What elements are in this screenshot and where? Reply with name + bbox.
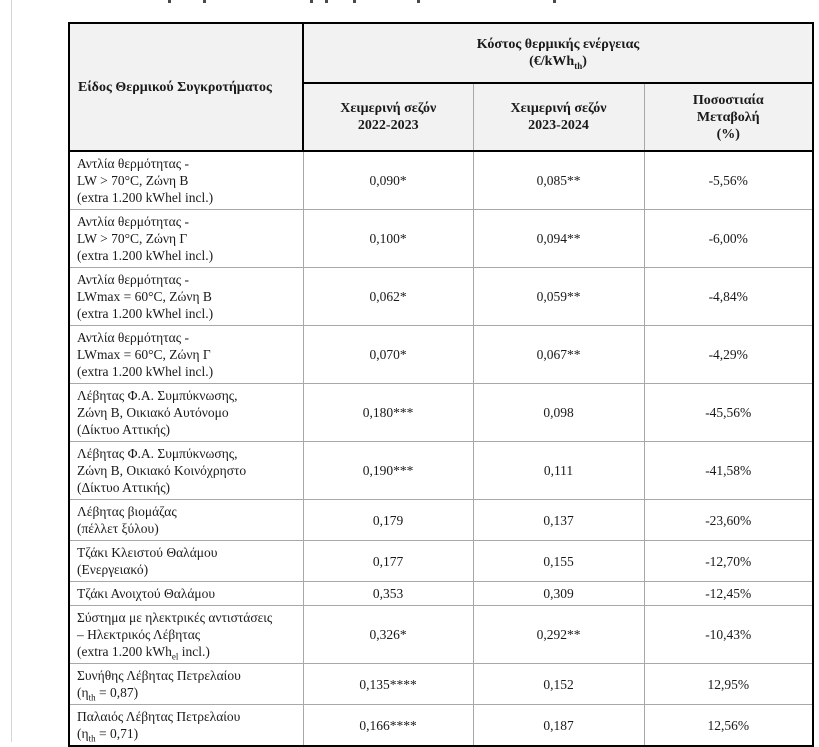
- cost-2022-2023-cell: 0,190***: [303, 442, 473, 500]
- cropped-text-remnant-dot: [203, 0, 206, 3]
- cost-2022-2023-cell: 0,070*: [303, 326, 473, 384]
- cropped-text-remnant-dot: [310, 0, 313, 3]
- system-type-line: Λέβητας Φ.Α. Συμπύκνωσης,: [77, 388, 238, 403]
- table-row: [69, 210, 813, 268]
- system-type-line: Αντλία θερμότητας -: [77, 214, 189, 229]
- percentage-change-cell: -4,29%: [644, 326, 813, 384]
- season-2022-2023-header: [303, 83, 473, 151]
- table-row: [69, 442, 813, 500]
- system-type-line: (extra 1.200 kWhel incl.): [77, 364, 214, 379]
- cost-2022-2023-cell: 0,166****: [303, 705, 473, 747]
- cost-2023-2024-cell: 0,085**: [473, 151, 644, 210]
- system-type-line: Αντλία θερμότητας -: [77, 330, 189, 345]
- system-type-line: Λέβητας βιομάζας: [77, 504, 177, 519]
- system-type-cell: [69, 151, 303, 210]
- season-2023-2024-header: [473, 83, 644, 151]
- system-type-cell: [69, 442, 303, 500]
- table-row: [69, 151, 813, 210]
- cost-2022-2023-cell: 0,135****: [303, 664, 473, 705]
- percentage-change-cell: -4,84%: [644, 268, 813, 326]
- cost-2022-2023-cell: 0,100*: [303, 210, 473, 268]
- cost-table-body: [69, 151, 813, 746]
- cost-2022-2023-cell: 0,090*: [303, 151, 473, 210]
- system-type-line: Παλαιός Λέβητας Πετρελαίου: [77, 709, 241, 724]
- header-row-group: [69, 23, 813, 83]
- cost-2022-2023-cell: 0,353: [303, 582, 473, 606]
- table-row: [69, 541, 813, 582]
- percentage-change-cell: -23,60%: [644, 500, 813, 541]
- group-header-line1: Κόστος θερμικής ενέργειας: [476, 37, 640, 52]
- system-type-cell: [69, 500, 303, 541]
- cost-2022-2023-cell: 0,179: [303, 500, 473, 541]
- system-type-line: (Ενεργειακό): [77, 562, 149, 577]
- percentage-change-cell: 12,95%: [644, 664, 813, 705]
- table-header: [69, 23, 813, 151]
- header-line: Ποσοστιαία: [692, 92, 764, 108]
- table-row: [69, 582, 813, 606]
- table-row: [69, 500, 813, 541]
- system-type-cell: [69, 606, 303, 664]
- cost-2023-2024-cell: 0,094**: [473, 210, 644, 268]
- system-type-line: Λέβητας Φ.Α. Συμπύκνωσης,: [77, 446, 238, 461]
- system-type-line: LWmax = 60°C, Ζώνη Β: [77, 289, 212, 304]
- cost-2022-2023-cell: 0,062*: [303, 268, 473, 326]
- system-type-line: (extra 1.200 kWhel incl.): [77, 248, 214, 263]
- system-type-line: Ζώνη Β, Οικιακό Κοινόχρηστο: [77, 463, 247, 478]
- table-row: [69, 384, 813, 442]
- percentage-change-cell: -5,56%: [644, 151, 813, 210]
- percentage-change-cell: -12,45%: [644, 582, 813, 606]
- page-margin-line: [11, 0, 12, 742]
- system-type-cell: [69, 210, 303, 268]
- cost-2023-2024-cell: 0,309: [473, 582, 644, 606]
- header-line: (%): [716, 126, 740, 142]
- system-type-line: – Ηλεκτρικός Λέβητας: [77, 627, 201, 642]
- system-type-line: LWmax = 60°C, Ζώνη Γ: [77, 347, 211, 362]
- header-line: 2023-2024: [528, 118, 589, 133]
- percentage-change-cell: -41,58%: [644, 442, 813, 500]
- cropped-text-remnant: [0, 0, 819, 4]
- system-type-line: Τζάκι Ανοιχτού Θαλάμου: [77, 586, 216, 601]
- system-type-line: Συνήθης Λέβητας Πετρελαίου: [77, 668, 241, 683]
- percentage-change-cell: -45,56%: [644, 384, 813, 442]
- header-line: 2022-2023: [357, 118, 419, 133]
- cost-comparison-table: [68, 22, 814, 747]
- cost-2023-2024-cell: 0,292**: [473, 606, 644, 664]
- cost-2023-2024-cell: 0,137: [473, 500, 644, 541]
- system-type-line: LW > 70°C, Ζώνη Β: [77, 173, 189, 188]
- cost-2023-2024-cell: 0,059**: [473, 268, 644, 326]
- percentage-change-cell: -12,70%: [644, 541, 813, 582]
- cost-2023-2024-cell: 0,152: [473, 664, 644, 705]
- table-row: [69, 326, 813, 384]
- system-type-line: (extra 1.200 kWhel incl.): [77, 306, 214, 321]
- system-type-cell: [69, 384, 303, 442]
- header-line: Χειμερινή σεζόν: [340, 101, 437, 116]
- header-line: Χειμερινή σεζόν: [510, 101, 607, 116]
- cost-2023-2024-cell: 0,155: [473, 541, 644, 582]
- system-type-line: (extra 1.200 kWhel incl.): [77, 190, 214, 205]
- cropped-text-remnant-dot: [353, 0, 356, 3]
- corner-header-cell: Είδος Θερμικού Συγκροτήματος: [69, 23, 303, 151]
- cost-2022-2023-cell: 0,177: [303, 541, 473, 582]
- percentage-change-cell: -10,43%: [644, 606, 813, 664]
- percentage-change-cell: -6,00%: [644, 210, 813, 268]
- table-row: [69, 268, 813, 326]
- system-type-line: Αντλία θερμότητας -: [77, 156, 189, 171]
- system-type-line: LW > 70°C, Ζώνη Γ: [77, 231, 188, 246]
- system-type-line: Τζάκι Κλειστού Θαλάμου: [77, 545, 218, 560]
- system-type-cell: [69, 664, 303, 705]
- system-type-line: (Δίκτυο Αττικής): [77, 480, 171, 495]
- system-type-cell: [69, 268, 303, 326]
- system-type-line: Σύστημα με ηλεκτρικές αντιστάσεις: [77, 610, 273, 625]
- cost-2023-2024-cell: 0,187: [473, 705, 644, 747]
- cost-2023-2024-cell: 0,067**: [473, 326, 644, 384]
- cropped-text-remnant-dot: [325, 0, 328, 3]
- cost-2022-2023-cell: 0,180***: [303, 384, 473, 442]
- cost-2022-2023-cell: 0,326*: [303, 606, 473, 664]
- percentage-change-cell: 12,56%: [644, 705, 813, 747]
- system-type-line: Αντλία θερμότητας -: [77, 272, 189, 287]
- group-header-cell: [303, 23, 813, 83]
- table-row: [69, 664, 813, 705]
- cropped-text-remnant-dot: [168, 0, 171, 3]
- percentage-change-header: [644, 83, 813, 151]
- system-type-line: (Δίκτυο Αττικής): [77, 422, 171, 437]
- system-type-line: (πέλλετ ξύλου): [77, 521, 159, 536]
- system-type-cell: [69, 326, 303, 384]
- group-header-line2: (€/kWh$_{th}$): [529, 54, 587, 71]
- table-row: [69, 705, 813, 747]
- cropped-text-remnant-dot: [417, 0, 420, 3]
- header-line: Μεταβολή: [696, 109, 760, 125]
- system-type-line: Ζώνη Β, Οικιακό Αυτόνομο: [77, 405, 229, 420]
- cost-2023-2024-cell: 0,111: [473, 442, 644, 500]
- system-type-line: $(\eta_{th} = 0,87)$: [77, 685, 139, 703]
- system-type-cell: [69, 705, 303, 747]
- system-type-line: (extra 1.200 kWh$_{el}$ incl.): [77, 644, 210, 662]
- system-type-cell: [69, 582, 303, 606]
- system-type-line: $(\eta_{th} = 0,71)$: [77, 726, 139, 744]
- cropped-text-remnant-dot: [553, 0, 556, 3]
- system-type-cell: [69, 541, 303, 582]
- cost-2023-2024-cell: 0,098: [473, 384, 644, 442]
- table-row: [69, 606, 813, 664]
